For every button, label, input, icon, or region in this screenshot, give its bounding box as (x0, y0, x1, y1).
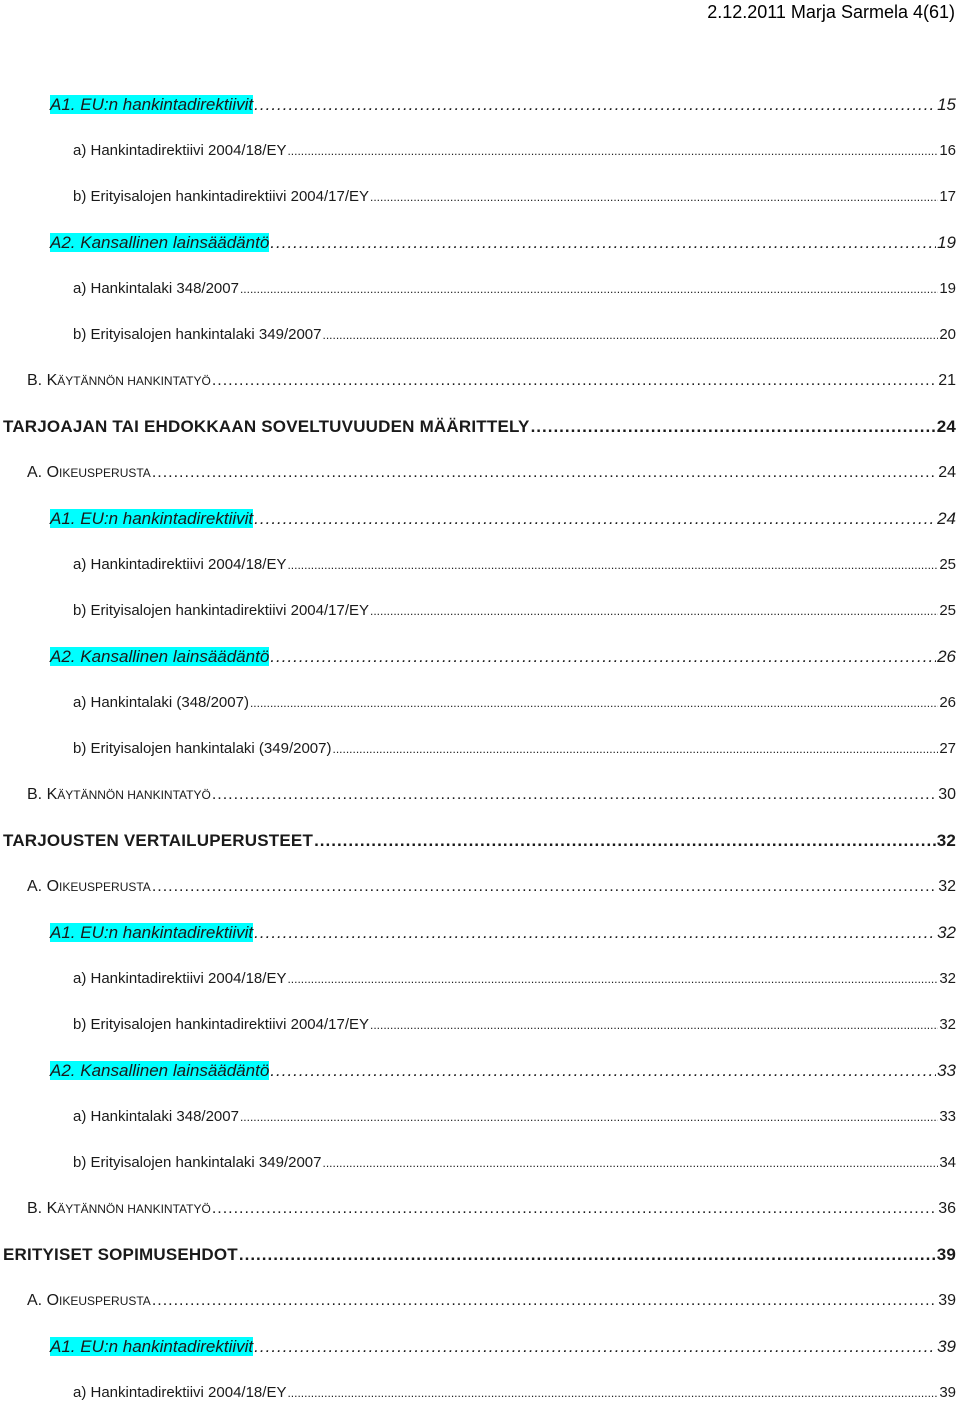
toc-page-number: 19 (937, 233, 956, 252)
toc-entry[interactable] (50, 230, 956, 256)
toc-entry-title: a) Hankintadirektiivi 2004/18/EY (73, 556, 287, 573)
toc-page-number: 32 (937, 923, 956, 942)
dot-leader (212, 782, 937, 808)
toc-entry-title: B. KÄYTÄNNÖN HANKINTATYÖ (27, 372, 211, 389)
dot-leader (314, 828, 936, 854)
toc-entry[interactable] (3, 1242, 956, 1268)
toc-entry-title: A. OIKEUSPERUSTA (27, 1292, 151, 1309)
toc-entry[interactable] (50, 1334, 956, 1360)
toc-page-number: 17 (939, 188, 956, 205)
highlighted-heading: A1. EU:n hankintadirektiivit (50, 95, 254, 114)
toc-page-number: 24 (937, 509, 956, 528)
toc-entry[interactable] (27, 1196, 956, 1222)
highlighted-heading: A2. Kansallinen lainsäädäntö (50, 1061, 270, 1080)
toc-entry-title: b) Erityisalojen hankintalaki 349/2007 (73, 326, 322, 343)
toc-entry[interactable] (50, 92, 956, 118)
toc-entry[interactable] (73, 138, 956, 164)
dot-leader (250, 690, 938, 716)
dot-leader (212, 1196, 937, 1222)
toc-page-number: 30 (938, 786, 956, 803)
dot-leader (332, 736, 938, 762)
toc-page-number: 32 (938, 878, 956, 895)
toc-entry-title: TARJOUSTEN VERTAILUPERUSTEET (3, 831, 314, 850)
toc-page-number: 32 (939, 970, 956, 987)
dot-leader (287, 552, 938, 578)
toc-entry[interactable] (50, 644, 956, 670)
toc-entry[interactable] (73, 1012, 956, 1038)
toc-entry-title: a) Hankintadirektiivi 2004/18/EY (73, 970, 287, 987)
toc-entry-title (50, 644, 269, 670)
toc-entry[interactable] (50, 1058, 956, 1084)
toc-entry-title: b) Erityisalojen hankintadirektiivi 2004/17/EY (73, 188, 369, 205)
dot-leader (270, 1058, 936, 1084)
toc-entry[interactable] (27, 782, 956, 808)
toc-page-number: 34 (939, 1154, 956, 1171)
toc-entry[interactable] (27, 460, 956, 486)
toc-page-number: 33 (939, 1108, 956, 1125)
toc-page-number: 32 (936, 831, 956, 850)
toc-page-number: 27 (939, 740, 956, 757)
toc-entry-title (50, 230, 269, 256)
toc-entry-title: A. OIKEUSPERUSTA (27, 878, 151, 895)
toc-entry[interactable] (73, 322, 956, 348)
toc-page-number: 25 (939, 602, 956, 619)
dot-leader (152, 460, 937, 486)
toc-entry-title: B. KÄYTÄNNÖN HANKINTATYÖ (27, 1200, 211, 1217)
toc-page-number: 20 (939, 326, 956, 343)
toc-page-number: 24 (936, 417, 956, 436)
dot-leader (152, 1288, 937, 1314)
toc-entry-title: b) Erityisalojen hankintadirektiivi 2004/17/EY (73, 602, 369, 619)
dot-leader (531, 414, 936, 440)
toc-entry[interactable] (3, 414, 956, 440)
toc-page-number: 36 (938, 1200, 956, 1217)
toc-entry-title: TARJOAJAN TAI EHDOKKAAN SOVELTUVUUDEN MÄÄRITTELY (3, 417, 530, 436)
dot-leader (270, 644, 936, 670)
toc-entry[interactable] (73, 552, 956, 578)
toc-page-number: 15 (937, 95, 956, 114)
toc-entry-title: ERITYISET SOPIMUSEHDOT (3, 1245, 238, 1264)
toc-page-number: 33 (937, 1061, 956, 1080)
highlighted-heading: A1. EU:n hankintadirektiivit (50, 923, 254, 942)
toc-entry-title (50, 1058, 269, 1084)
toc-entry-title (50, 506, 253, 532)
toc-entry[interactable] (3, 828, 956, 854)
toc-entry-title: a) Hankintadirektiivi 2004/18/EY (73, 1384, 287, 1401)
toc-entry[interactable] (27, 1288, 956, 1314)
toc-page-number: 19 (939, 280, 956, 297)
toc-entry-title: b) Erityisalojen hankintalaki 349/2007 (73, 1154, 322, 1171)
toc-page-number: 25 (939, 556, 956, 573)
dot-leader (254, 1334, 936, 1360)
toc-page-number: 21 (938, 372, 956, 389)
dot-leader (254, 920, 936, 946)
toc-page-number: 16 (939, 142, 956, 159)
dot-leader (287, 1380, 938, 1406)
toc-entry[interactable] (73, 598, 956, 624)
dot-leader (323, 322, 939, 348)
toc-page-number: 39 (936, 1245, 956, 1264)
toc-entry-title: A. OIKEUSPERUSTA (27, 464, 151, 481)
dot-leader (370, 1012, 938, 1038)
toc-page-number: 26 (939, 694, 956, 711)
toc-entry[interactable] (73, 1380, 956, 1406)
dot-leader (370, 184, 938, 210)
toc-entry-title (50, 1334, 253, 1360)
dot-leader (212, 368, 937, 394)
toc-entry[interactable] (73, 966, 956, 992)
toc-entry-title (50, 920, 253, 946)
dot-leader (239, 1242, 936, 1268)
dot-leader (240, 1104, 938, 1130)
dot-leader (254, 92, 936, 118)
page-header: 2.12.2011 Marja Sarmela 4(61) (707, 2, 955, 22)
toc-page-number: 26 (937, 647, 956, 666)
toc-entry-title: a) Hankintadirektiivi 2004/18/EY (73, 142, 287, 159)
highlighted-heading: A2. Kansallinen lainsäädäntö (50, 647, 270, 666)
toc-entry[interactable] (73, 1150, 956, 1176)
toc-page-number: 39 (939, 1384, 956, 1401)
highlighted-heading: A1. EU:n hankintadirektiivit (50, 1337, 254, 1356)
toc-page-number: 24 (938, 464, 956, 481)
toc-page-number: 32 (939, 1016, 956, 1033)
toc-entry-title: a) Hankintalaki (348/2007) (73, 694, 249, 711)
toc-page-number: 39 (938, 1292, 956, 1309)
toc-entry-title (50, 92, 253, 118)
dot-leader (152, 874, 937, 900)
toc-entry[interactable] (27, 874, 956, 900)
dot-leader (370, 598, 938, 624)
dot-leader (287, 138, 938, 164)
dot-leader (270, 230, 936, 256)
toc-entry-title: B. KÄYTÄNNÖN HANKINTATYÖ (27, 786, 211, 803)
dot-leader (254, 506, 936, 532)
toc-entry-title: a) Hankintalaki 348/2007 (73, 280, 239, 297)
toc-entry[interactable] (73, 184, 956, 210)
toc-entry[interactable] (50, 506, 956, 532)
dot-leader (287, 966, 938, 992)
toc-entry-title: b) Erityisalojen hankintalaki (349/2007) (73, 740, 332, 757)
highlighted-heading: A2. Kansallinen lainsäädäntö (50, 233, 270, 252)
toc-entry[interactable] (50, 920, 956, 946)
toc-page-number: 39 (937, 1337, 956, 1356)
dot-leader (323, 1150, 939, 1176)
toc-entry[interactable] (73, 690, 956, 716)
dot-leader (240, 276, 938, 302)
toc-entry-title: b) Erityisalojen hankintadirektiivi 2004/17/EY (73, 1016, 369, 1033)
toc-entry[interactable] (27, 368, 956, 394)
toc-entry[interactable] (73, 1104, 956, 1130)
toc-entry[interactable] (73, 276, 956, 302)
toc-entry[interactable] (73, 736, 956, 762)
toc-entry-title: a) Hankintalaki 348/2007 (73, 1108, 239, 1125)
highlighted-heading: A1. EU:n hankintadirektiivit (50, 509, 254, 528)
